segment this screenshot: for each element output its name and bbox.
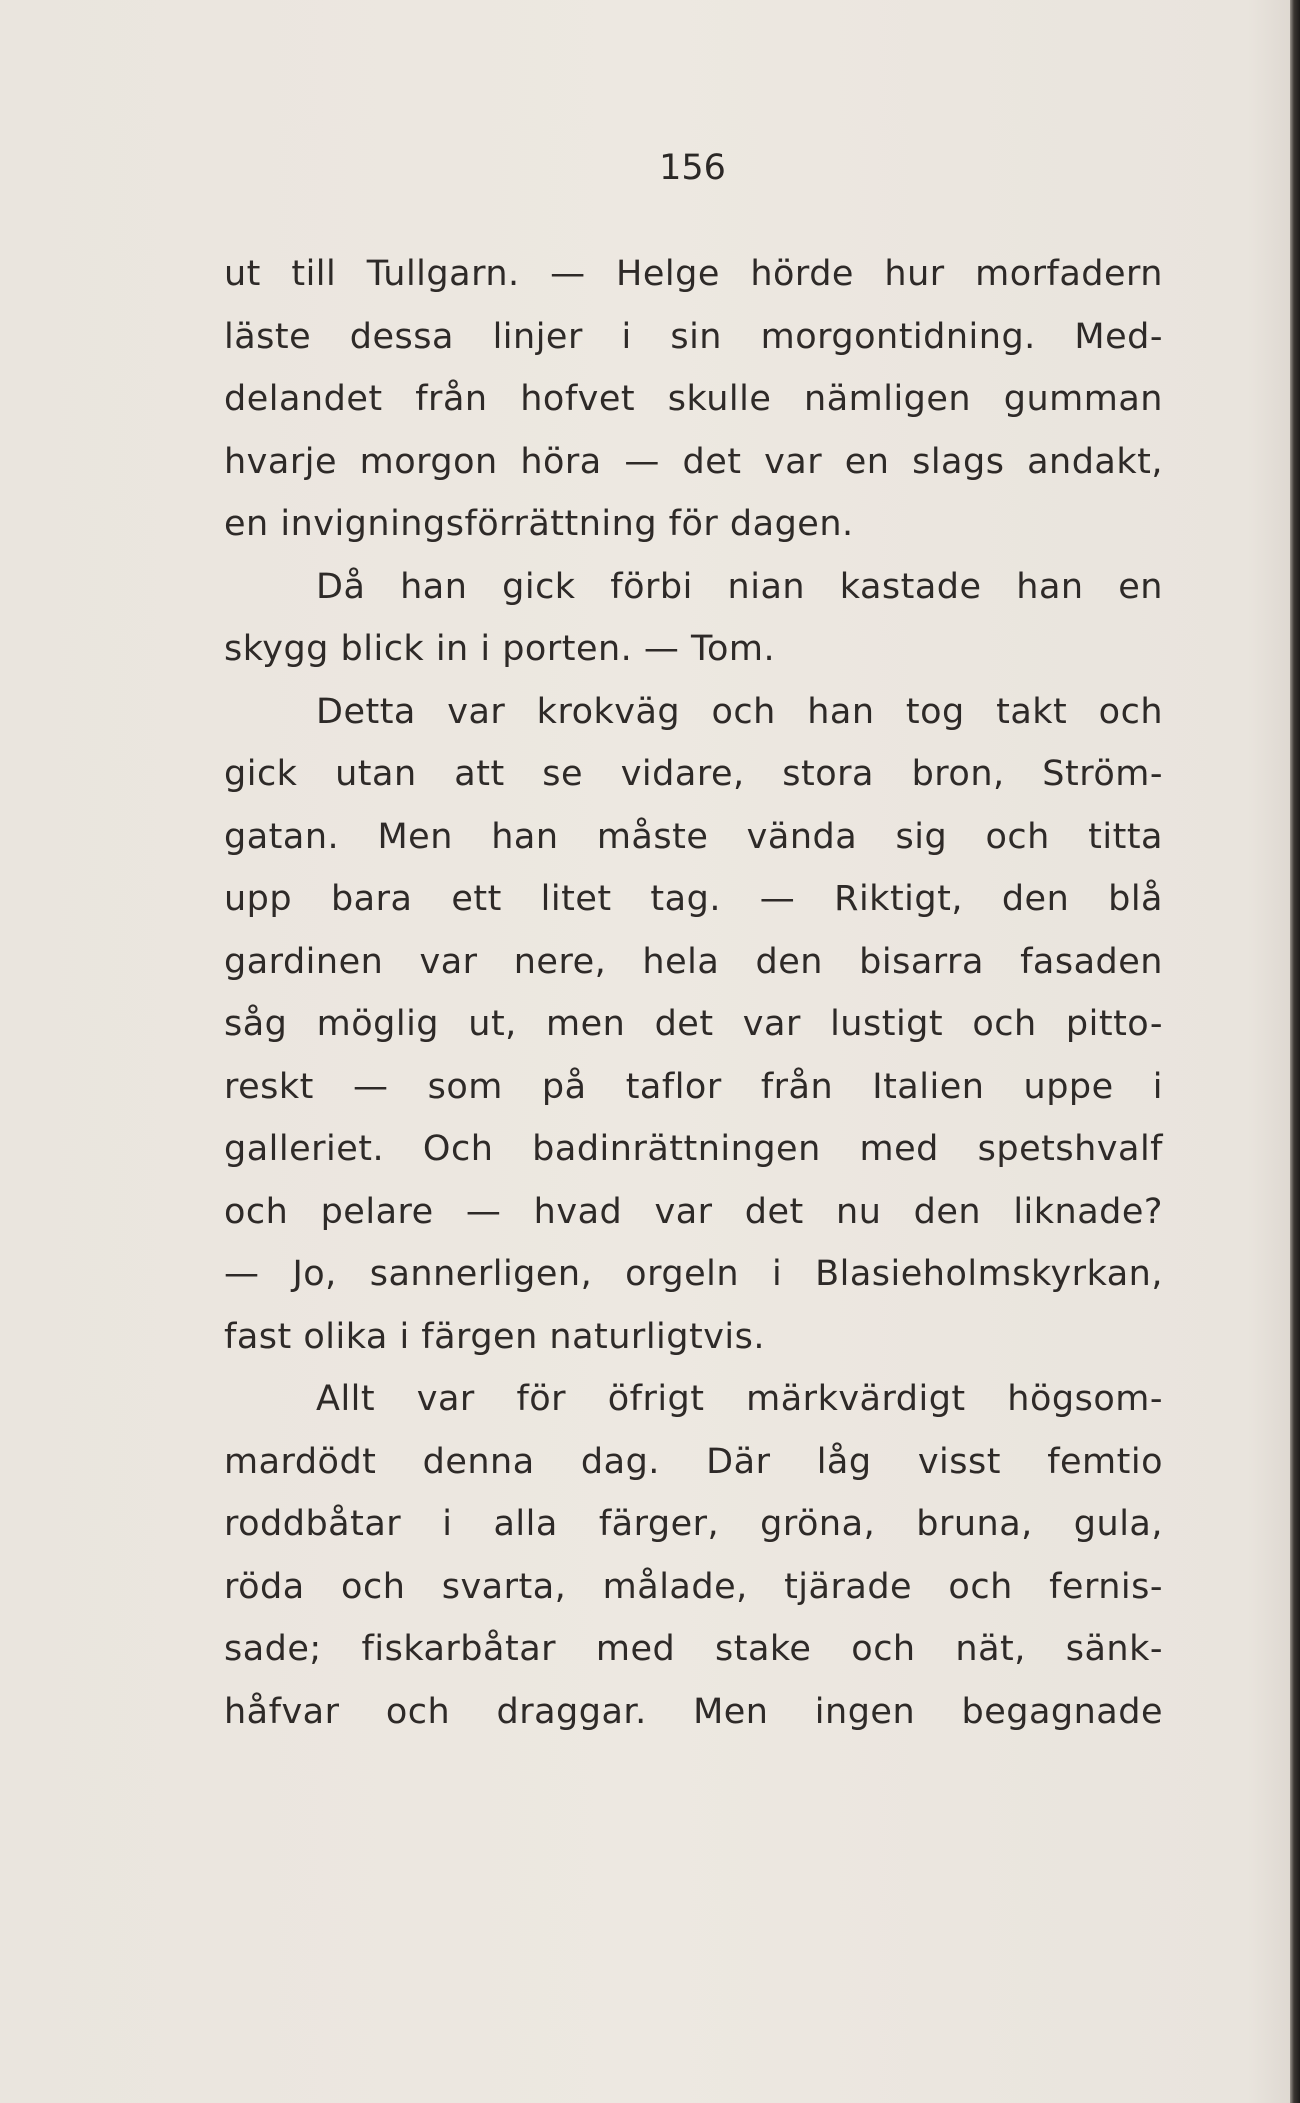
text-line: läste dessa linjer i sin morgontidning. Med- [224,316,1163,357]
text-line: skygg blick in i porten. — Tom. [224,629,776,669]
text-line: gick utan att se vidare, stora bron, Ström- [224,754,1163,794]
text-line: gardinen var nere, hela den bisarra fasaden [224,941,1163,982]
text-line: delandet från hofvet skulle nämligen gumman [224,379,1163,419]
text-line: såg möglig ut, men det var lustigt och pitto- [224,1004,1163,1044]
text-line: — Jo, sannerligen, orgeln i Blasieholmskyrkan, [224,1254,1163,1294]
text-line: gatan. Men han måste vända sig och titta [224,816,1163,857]
text-line: sade; fiskarbåtar med stake och nät, sänk- [224,1629,1163,1669]
text-line: roddbåtar i alla färger, gröna, bruna, gula, [224,1504,1163,1544]
text-line: galleriet. Och badinrättningen med spetshvalf [224,1129,1163,1169]
text-line: Då han gick förbi nian kastade han en [316,566,1163,607]
text-line: Detta var krokväg och han tog takt och [316,691,1163,732]
body-text [224,243,1163,1743]
text-line: fast olika i färgen naturligtvis. [224,1316,766,1357]
text-line: upp bara ett litet tag. — Riktigt, den blå [224,879,1163,919]
text-line: röda och svarta, målade, tjärade och fernis- [224,1566,1163,1607]
text-line: en invigningsförrättning för dagen. [224,504,854,544]
text-line: reskt — som på taflor från Italien uppe i [224,1066,1163,1107]
text-line: håfvar och draggar. Men ingen begagnade [224,1691,1163,1732]
text-line: hvarje morgon höra — det var en slags andakt, [224,441,1163,482]
text-line: mardödt denna dag. Där låg visst femtio [224,1441,1163,1482]
page-number: 156 [659,148,726,188]
text-line: ut till Tullgarn. — Helge hörde hur morfadern [224,254,1163,294]
text-line: och pelare — hvad var det nu den liknade? [224,1191,1163,1232]
text-line: Allt var för öfrigt märkvärdigt högsom- [316,1379,1163,1419]
page-edge [1290,0,1300,2103]
